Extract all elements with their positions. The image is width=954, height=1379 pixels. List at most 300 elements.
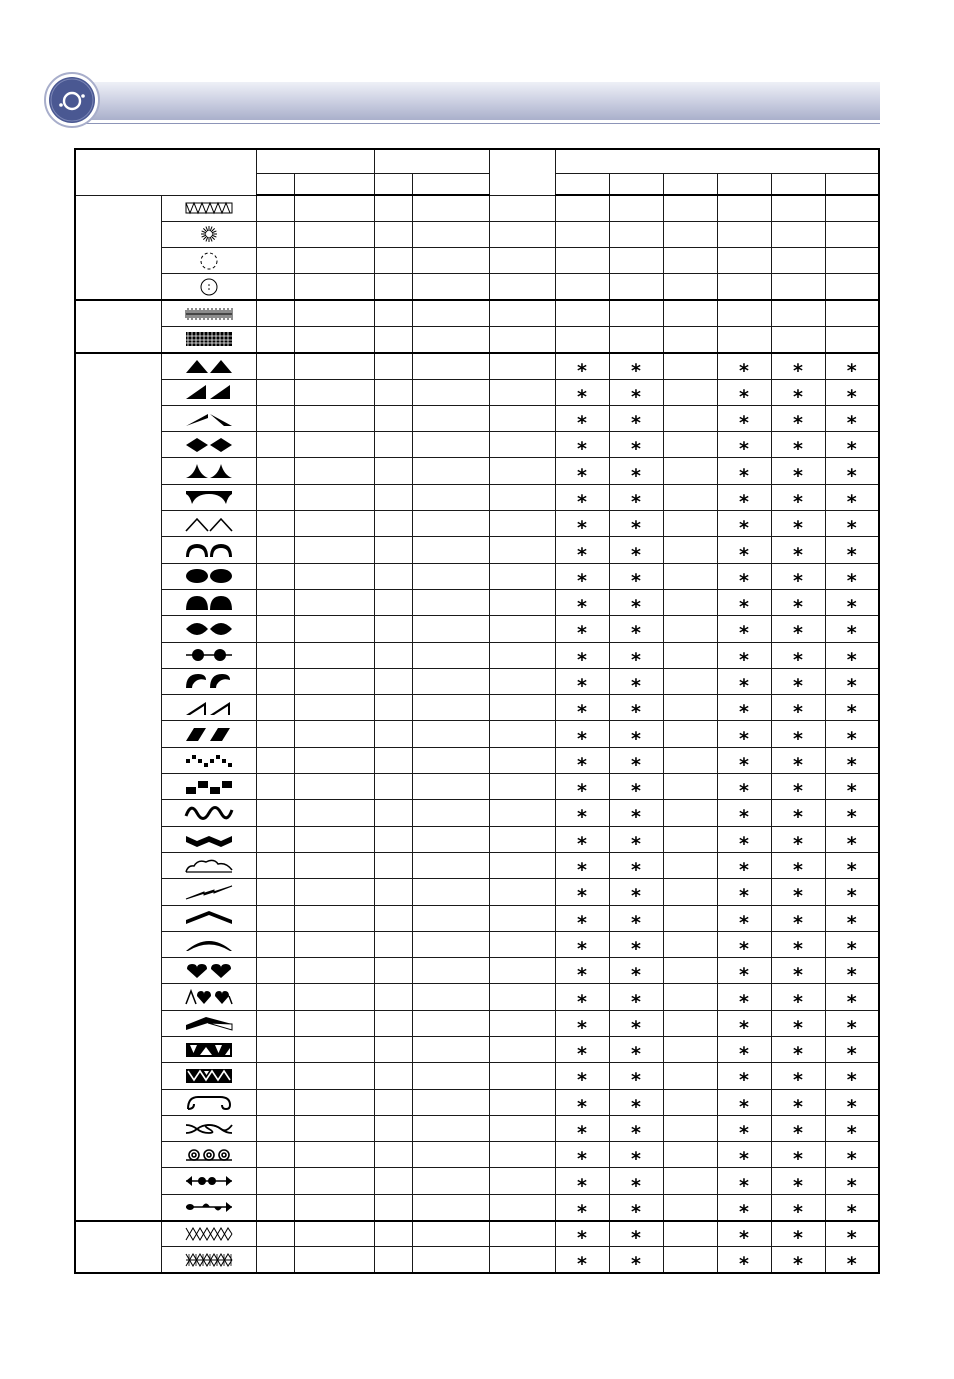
mark-cell	[609, 432, 663, 461]
mark-cell	[717, 1089, 771, 1118]
empty-cell	[489, 563, 555, 589]
table-row	[75, 589, 879, 615]
asterisk-mark: *	[793, 1200, 803, 1223]
asterisk-mark: *	[739, 1016, 749, 1039]
empty-cell	[256, 1247, 294, 1273]
mark-cell	[825, 248, 879, 274]
mark-cell	[825, 616, 879, 645]
mark-cell	[825, 1194, 879, 1223]
asterisk-mark: *	[577, 464, 587, 487]
empty-cell	[294, 353, 374, 379]
mark-cell	[609, 1010, 663, 1039]
asterisk-mark: *	[631, 648, 641, 671]
asterisk-mark: *	[577, 832, 587, 855]
asterisk-mark: *	[793, 543, 803, 566]
mark-cell	[825, 1221, 879, 1250]
mark-cell	[825, 537, 879, 566]
mark-cell	[555, 1221, 609, 1250]
pattern-cell	[161, 668, 256, 694]
asterisk-mark: *	[577, 385, 587, 408]
table-row	[75, 1063, 879, 1089]
mark-cell	[717, 511, 771, 540]
empty-cell	[489, 1168, 555, 1194]
asterisk-mark: *	[739, 438, 749, 461]
empty-cell	[256, 721, 294, 747]
empty-cell	[294, 800, 374, 826]
asterisk-mark: *	[846, 727, 857, 750]
empty-cell	[412, 1037, 489, 1063]
empty-cell	[374, 405, 412, 431]
mark-cell	[771, 642, 825, 671]
empty-cell	[256, 1142, 294, 1168]
asterisk-mark: *	[739, 911, 749, 934]
parallelograms-icon	[184, 725, 234, 743]
mark-cell	[609, 642, 663, 671]
triangle-band-icon	[184, 1041, 234, 1059]
mark-cell	[717, 642, 771, 671]
mark-cell	[663, 274, 717, 300]
empty-cell	[412, 1247, 489, 1273]
asterisk-mark: *	[793, 517, 803, 540]
mark-cell	[663, 589, 717, 615]
empty-cell	[294, 432, 374, 458]
asterisk-mark: *	[846, 648, 857, 671]
asterisk-mark: *	[739, 622, 749, 645]
table-row	[75, 195, 879, 221]
mark-cell	[825, 800, 879, 829]
mark-cell	[609, 616, 663, 645]
empty-cell	[412, 248, 489, 274]
asterisk-mark: *	[846, 543, 857, 566]
mark-cell	[663, 800, 717, 826]
mark-cell	[717, 747, 771, 776]
mark-cell	[771, 1247, 825, 1276]
empty-cell	[256, 1115, 294, 1141]
mark-cell	[609, 905, 663, 934]
table-row	[75, 537, 879, 563]
mark-cell	[663, 1037, 717, 1063]
cross-stitch-icon	[184, 1225, 234, 1243]
asterisk-mark: *	[846, 806, 857, 829]
diamonds-icon	[184, 436, 234, 454]
asterisk-mark: *	[739, 1122, 749, 1145]
asterisk-mark: *	[793, 622, 803, 645]
empty-cell	[489, 800, 555, 826]
chevrons-icon	[184, 515, 234, 533]
bow-icon	[184, 935, 234, 953]
mark-cell	[555, 589, 609, 619]
mark-cell	[825, 1037, 879, 1066]
table-row	[75, 300, 879, 326]
mark-cell	[555, 774, 609, 803]
empty-cell	[489, 300, 555, 326]
empty-cell	[294, 616, 374, 642]
asterisk-mark: *	[846, 964, 857, 987]
mark-cell	[609, 800, 663, 829]
pattern-cell	[161, 1010, 256, 1036]
asterisk-mark: *	[739, 701, 749, 724]
empty-cell	[256, 221, 294, 247]
mark-cell	[771, 1168, 825, 1197]
asterisk-mark: *	[739, 1200, 749, 1223]
empty-cell	[412, 668, 489, 694]
empty-cell	[294, 721, 374, 747]
mark-cell	[609, 563, 663, 592]
empty-cell	[374, 248, 412, 274]
empty-cell	[412, 774, 489, 800]
asterisk-mark: *	[846, 674, 857, 697]
mark-cell	[609, 1037, 663, 1066]
asterisk-mark: *	[793, 727, 803, 750]
empty-cell	[489, 1089, 555, 1115]
mark-cell	[663, 1010, 717, 1036]
mark-cell	[555, 721, 609, 750]
empty-cell	[412, 721, 489, 747]
empty-cell	[256, 668, 294, 694]
mark-cell	[771, 1142, 825, 1171]
empty-cell	[374, 563, 412, 589]
asterisk-mark: *	[577, 1043, 587, 1066]
mark-cell	[771, 274, 825, 300]
empty-cell	[489, 1115, 555, 1141]
asterisk-mark: *	[577, 596, 587, 619]
leaves-icon	[184, 620, 234, 638]
pattern-cell	[161, 747, 256, 773]
mark-cell	[663, 1247, 717, 1273]
scroll-icon	[184, 1093, 234, 1111]
arches-icon	[184, 488, 234, 506]
empty-cell	[412, 984, 489, 1010]
mark-cell	[663, 668, 717, 694]
empty-cell	[294, 484, 374, 510]
empty-cell	[294, 642, 374, 668]
asterisk-mark: *	[793, 412, 803, 435]
empty-cell	[374, 800, 412, 826]
asterisk-mark: *	[793, 1122, 803, 1145]
asterisk-mark: *	[793, 1016, 803, 1039]
mark-cell	[825, 484, 879, 513]
asterisk-mark: *	[739, 543, 749, 566]
mark-cell	[609, 274, 663, 300]
asterisk-mark: *	[631, 964, 641, 987]
mark-cell	[609, 747, 663, 776]
asterisk-mark: *	[577, 964, 587, 987]
mark-cell	[663, 432, 717, 458]
empty-cell	[294, 379, 374, 405]
mark-cell	[663, 537, 717, 563]
empty-cell	[489, 1221, 555, 1247]
asterisk-mark: *	[846, 1148, 857, 1171]
asterisk-mark: *	[846, 569, 857, 592]
empty-cell	[256, 300, 294, 326]
empty-cell	[374, 1010, 412, 1036]
mark-cell	[717, 852, 771, 882]
mark-cell	[663, 405, 717, 431]
asterisk-mark: *	[631, 412, 641, 435]
mark-cell	[771, 826, 825, 855]
empty-cell	[374, 1063, 412, 1089]
table-row	[75, 616, 879, 642]
mark-cell	[609, 721, 663, 750]
mark-cell	[717, 1247, 771, 1276]
pattern-cell	[161, 984, 256, 1010]
empty-cell	[489, 379, 555, 405]
mark-cell	[717, 668, 771, 697]
mark-cell	[609, 195, 663, 221]
mark-cell	[825, 353, 879, 382]
mark-cell	[825, 1247, 879, 1276]
table-row	[75, 958, 879, 984]
asterisk-mark: *	[577, 517, 587, 540]
zigzag-box-icon	[184, 199, 234, 217]
roof-icon	[184, 909, 234, 927]
mark-cell	[825, 1142, 879, 1171]
mark-cell	[771, 616, 825, 645]
asterisk-mark: *	[846, 753, 857, 776]
infinity-icon	[184, 1120, 234, 1138]
empty-cell	[294, 1194, 374, 1220]
empty-cell	[256, 1221, 294, 1247]
mark-cell	[771, 589, 825, 619]
mark-cell	[663, 642, 717, 668]
asterisk-mark: *	[793, 438, 803, 461]
empty-cell	[374, 300, 412, 326]
waves-curl-icon	[184, 672, 234, 690]
table-row	[75, 274, 879, 300]
asterisk-mark: *	[793, 1043, 803, 1066]
empty-cell	[374, 1142, 412, 1168]
empty-cell	[412, 905, 489, 931]
mark-cell	[663, 984, 717, 1010]
mark-cell	[771, 537, 825, 566]
asterisk-mark: *	[739, 1069, 749, 1092]
empty-cell	[374, 1089, 412, 1115]
empty-cell	[489, 589, 555, 615]
mark-cell	[555, 248, 609, 274]
stitch-table	[74, 148, 880, 1274]
mark-cell	[609, 852, 663, 882]
empty-cell	[256, 379, 294, 405]
mark-cell	[555, 958, 609, 987]
mark-cell	[825, 511, 879, 540]
empty-cell	[374, 274, 412, 300]
mark-cell	[825, 405, 879, 435]
empty-cell	[294, 1115, 374, 1141]
table-row	[75, 774, 879, 800]
mark-cell	[663, 1194, 717, 1220]
empty-cell	[374, 905, 412, 931]
table-row	[75, 1194, 879, 1220]
empty-cell	[256, 274, 294, 300]
asterisk-mark: *	[631, 859, 641, 882]
domes-icon	[184, 594, 234, 612]
asterisk-mark: *	[631, 727, 641, 750]
empty-cell	[374, 432, 412, 458]
empty-cell	[256, 458, 294, 484]
empty-cell	[256, 195, 294, 221]
empty-cell	[489, 537, 555, 563]
empty-cell	[256, 931, 294, 957]
empty-cell	[256, 695, 294, 721]
empty-cell	[412, 747, 489, 773]
table-row	[75, 563, 879, 589]
asterisk-mark: *	[739, 412, 749, 435]
empty-cell	[412, 1168, 489, 1194]
pattern-cell	[161, 616, 256, 642]
asterisk-mark: *	[577, 648, 587, 671]
mark-cell	[663, 931, 717, 957]
triangles-icon	[184, 357, 234, 375]
serpentine-icon	[184, 804, 234, 822]
mark-cell	[825, 931, 879, 960]
dashed-circle-icon	[184, 252, 234, 270]
asterisk-mark: *	[739, 753, 749, 776]
empty-cell	[294, 221, 374, 247]
asterisk-mark: *	[577, 1016, 587, 1039]
table-row	[75, 905, 879, 931]
pattern-cell	[161, 958, 256, 984]
empty-cell	[256, 800, 294, 826]
asterisk-mark: *	[577, 490, 587, 513]
pattern-cell	[161, 1037, 256, 1063]
empty-cell	[489, 405, 555, 431]
empty-cell	[412, 274, 489, 300]
asterisk-mark: *	[577, 622, 587, 645]
asterisk-mark: *	[631, 780, 641, 803]
asterisk-mark: *	[739, 1148, 749, 1171]
arcs-icon	[184, 541, 234, 559]
empty-cell	[489, 248, 555, 274]
empty-cell	[489, 774, 555, 800]
mark-cell	[555, 642, 609, 671]
mark-cell	[771, 695, 825, 724]
mark-cell	[609, 589, 663, 619]
empty-cell	[412, 195, 489, 221]
asterisk-mark: *	[631, 990, 641, 1013]
mark-cell	[717, 1194, 771, 1223]
empty-cell	[294, 1168, 374, 1194]
empty-cell	[256, 905, 294, 931]
empty-cell	[412, 1010, 489, 1036]
mark-cell	[555, 405, 609, 435]
asterisk-mark: *	[846, 1069, 857, 1092]
mark-cell	[825, 721, 879, 750]
mark-cell	[717, 405, 771, 435]
asterisk-mark: *	[793, 569, 803, 592]
mark-cell	[771, 1089, 825, 1118]
asterisk-mark: *	[631, 885, 641, 908]
table-row	[75, 432, 879, 458]
asterisk-mark: *	[793, 832, 803, 855]
asterisk-mark: *	[846, 622, 857, 645]
asterisk-mark: *	[577, 1069, 587, 1092]
mark-cell	[771, 458, 825, 487]
empty-cell	[256, 1037, 294, 1063]
mark-cell	[663, 484, 717, 510]
mark-cell	[555, 326, 609, 352]
empty-cell	[489, 695, 555, 721]
asterisk-mark: *	[577, 1095, 587, 1118]
mark-cell	[771, 326, 825, 352]
asterisk-mark: *	[577, 727, 587, 750]
pattern-cell	[161, 405, 256, 431]
empty-cell	[489, 826, 555, 852]
mark-cell	[663, 458, 717, 484]
pattern-cell	[161, 589, 256, 615]
asterisk-mark: *	[793, 964, 803, 987]
pattern-cell	[161, 905, 256, 931]
empty-cell	[294, 852, 374, 878]
asterisk-mark: *	[793, 648, 803, 671]
header-row-1	[75, 149, 879, 173]
mark-cell	[717, 774, 771, 803]
empty-cell	[489, 511, 555, 537]
pattern-cell	[161, 248, 256, 274]
pattern-cell	[161, 432, 256, 458]
steps-dots-icon	[184, 751, 234, 769]
asterisk-mark: *	[631, 1200, 641, 1223]
empty-cell	[412, 1089, 489, 1115]
empty-cell	[294, 774, 374, 800]
ovals-icon	[184, 567, 234, 585]
table-row	[75, 826, 879, 852]
asterisk-mark: *	[631, 385, 641, 408]
empty-cell	[294, 905, 374, 931]
header-cell	[256, 149, 374, 173]
empty-cell	[489, 616, 555, 642]
mark-cell	[609, 1089, 663, 1118]
asterisk-mark: *	[631, 622, 641, 645]
asterisk-mark: *	[846, 701, 857, 724]
empty-cell	[294, 274, 374, 300]
empty-cell	[294, 931, 374, 957]
mark-cell	[717, 879, 771, 908]
empty-cell	[489, 668, 555, 694]
asterisk-mark: *	[846, 1174, 857, 1197]
empty-cell	[412, 642, 489, 668]
mark-cell	[717, 1037, 771, 1066]
asterisk-mark: *	[846, 596, 857, 619]
asterisk-mark: *	[793, 911, 803, 934]
asterisk-mark: *	[577, 1148, 587, 1171]
mark-cell	[663, 379, 717, 405]
asterisk-mark: *	[631, 674, 641, 697]
empty-cell	[256, 248, 294, 274]
empty-cell	[489, 852, 555, 878]
empty-cell	[256, 1168, 294, 1194]
empty-cell	[412, 958, 489, 984]
empty-cell	[374, 353, 412, 379]
mark-cell	[825, 1089, 879, 1118]
asterisk-mark: *	[577, 412, 587, 435]
pattern-cell	[161, 1089, 256, 1115]
mark-cell	[555, 379, 609, 408]
empty-cell	[412, 405, 489, 431]
mark-cell	[609, 537, 663, 566]
mark-cell	[555, 432, 609, 461]
asterisk-mark: *	[739, 464, 749, 487]
mark-cell	[825, 300, 879, 326]
mark-cell	[663, 826, 717, 852]
empty-cell	[489, 984, 555, 1010]
table-row	[75, 695, 879, 721]
asterisk-mark: *	[577, 701, 587, 724]
mark-cell	[825, 852, 879, 882]
table-row	[75, 1168, 879, 1194]
empty-cell	[294, 405, 374, 431]
empty-cell	[412, 484, 489, 510]
mark-cell	[717, 1063, 771, 1092]
